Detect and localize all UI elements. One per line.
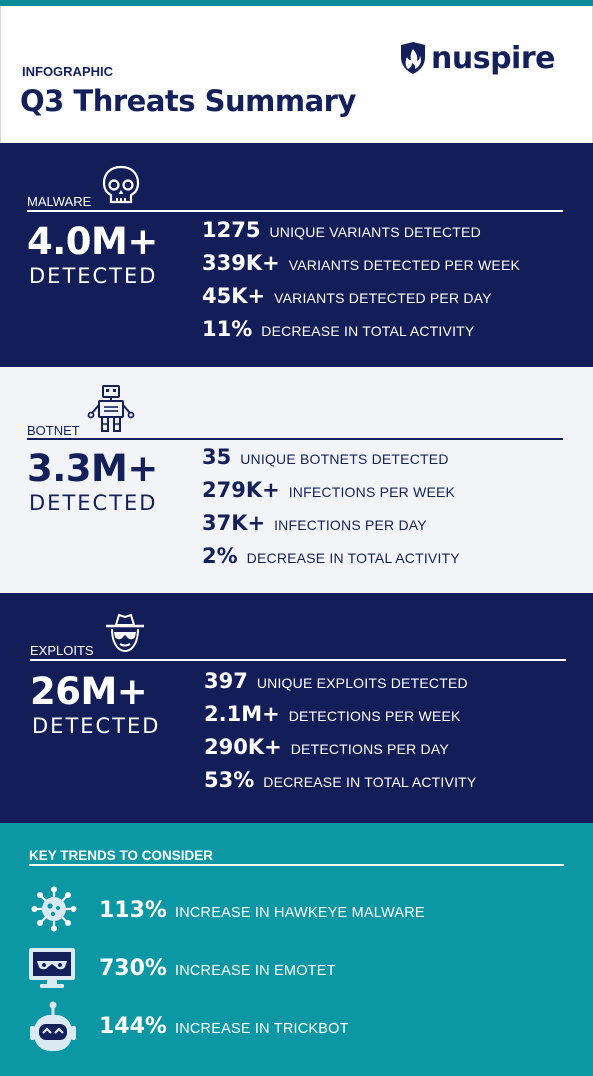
stat-value: 290K+ bbox=[204, 735, 282, 759]
stat-row bbox=[202, 511, 460, 544]
botnet-total-label: DETECTED bbox=[29, 491, 158, 515]
stat-text: DECREASE IN TOTAL ACTIVITY bbox=[261, 323, 475, 339]
stat-value: 45K+ bbox=[202, 284, 266, 308]
stat-row bbox=[202, 544, 460, 577]
stat-row bbox=[202, 478, 460, 511]
nuspire-logo bbox=[399, 36, 555, 80]
stat-value: 2% bbox=[202, 544, 238, 568]
stat-row bbox=[202, 284, 520, 317]
malware-section bbox=[0, 143, 593, 367]
trend-value: 730% bbox=[99, 956, 167, 981]
trends-divider bbox=[29, 864, 564, 866]
stat-text: DETECTIONS PER WEEK bbox=[288, 708, 461, 724]
stat-value: 1275 bbox=[202, 218, 261, 242]
exploits-stats bbox=[204, 669, 476, 801]
malware-divider bbox=[27, 210, 563, 212]
header bbox=[0, 6, 593, 143]
stat-text: UNIQUE BOTNETS DETECTED bbox=[240, 451, 449, 467]
stat-value: 37K+ bbox=[202, 511, 266, 535]
stat-value: 2.1M+ bbox=[204, 702, 280, 726]
stat-value: 397 bbox=[204, 669, 248, 693]
stat-row bbox=[202, 445, 460, 478]
stat-text: INFECTIONS PER WEEK bbox=[288, 484, 456, 500]
stat-row bbox=[204, 768, 476, 801]
stat-row bbox=[202, 251, 520, 284]
stat-text: VARIANTS DETECTED PER WEEK bbox=[288, 257, 521, 273]
trends-heading: KEY TRENDS TO CONSIDER bbox=[29, 848, 214, 863]
trend-text: INCREASE IN TRICKBOT bbox=[174, 1021, 349, 1037]
stat-value: 53% bbox=[204, 768, 255, 792]
logo-wordmark: nuspire bbox=[431, 40, 555, 76]
exploits-total-label: DETECTED bbox=[32, 714, 161, 738]
stat-value: 339K+ bbox=[202, 251, 280, 275]
stat-text: UNIQUE EXPLOITS DETECTED bbox=[256, 675, 468, 691]
stat-row bbox=[202, 317, 520, 350]
virus-icon bbox=[31, 886, 77, 932]
page-title: Q3 Threats Summary bbox=[20, 84, 356, 118]
exploits-section bbox=[0, 593, 593, 823]
trend-value: 144% bbox=[99, 1014, 167, 1039]
stat-value: 11% bbox=[202, 317, 253, 341]
exploits-divider bbox=[30, 659, 566, 661]
botnet-section bbox=[0, 367, 593, 593]
malware-label: MALWARE bbox=[27, 194, 92, 209]
trend-value: 113% bbox=[99, 898, 167, 923]
trend-row-emotet bbox=[99, 956, 336, 981]
botnet-divider bbox=[27, 438, 563, 440]
stat-row bbox=[202, 218, 520, 251]
stat-text: VARIANTS DETECTED PER DAY bbox=[274, 290, 492, 306]
stat-row bbox=[204, 669, 476, 702]
malware-total: 4.0M+ bbox=[27, 220, 158, 263]
trend-row-hawkeye bbox=[99, 898, 425, 923]
malware-stats bbox=[202, 218, 520, 350]
robot-icon bbox=[86, 383, 136, 435]
stat-text: DETECTIONS PER DAY bbox=[290, 741, 449, 757]
botnet-total: 3.3M+ bbox=[27, 447, 158, 490]
botnet-label: BOTNET bbox=[27, 423, 80, 438]
botnet-stats bbox=[202, 445, 460, 577]
trend-text: INCREASE IN HAWKEYE MALWARE bbox=[174, 905, 425, 921]
stat-value: 35 bbox=[202, 445, 232, 469]
spy-icon bbox=[102, 611, 148, 657]
bot-head-icon bbox=[29, 1000, 77, 1054]
stat-value: 279K+ bbox=[202, 478, 280, 502]
stat-row bbox=[204, 702, 476, 735]
exploits-label: EXPLOITS bbox=[30, 643, 94, 658]
exploits-total: 26M+ bbox=[30, 670, 148, 713]
stat-text: INFECTIONS PER DAY bbox=[274, 517, 427, 533]
stat-text: DECREASE IN TOTAL ACTIVITY bbox=[246, 550, 460, 566]
stat-text: DECREASE IN TOTAL ACTIVITY bbox=[263, 774, 477, 790]
stat-row bbox=[204, 735, 476, 768]
trend-row-trickbot bbox=[99, 1014, 349, 1039]
malware-total-label: DETECTED bbox=[29, 264, 158, 288]
stat-text: UNIQUE VARIANTS DETECTED bbox=[269, 224, 481, 240]
eyebrow-label: INFOGRAPHIC bbox=[22, 64, 113, 79]
skull-icon bbox=[98, 163, 144, 209]
trend-text: INCREASE IN EMOTET bbox=[174, 963, 336, 979]
monitor-mask-icon bbox=[27, 946, 77, 990]
shield-flame-icon bbox=[399, 41, 427, 75]
